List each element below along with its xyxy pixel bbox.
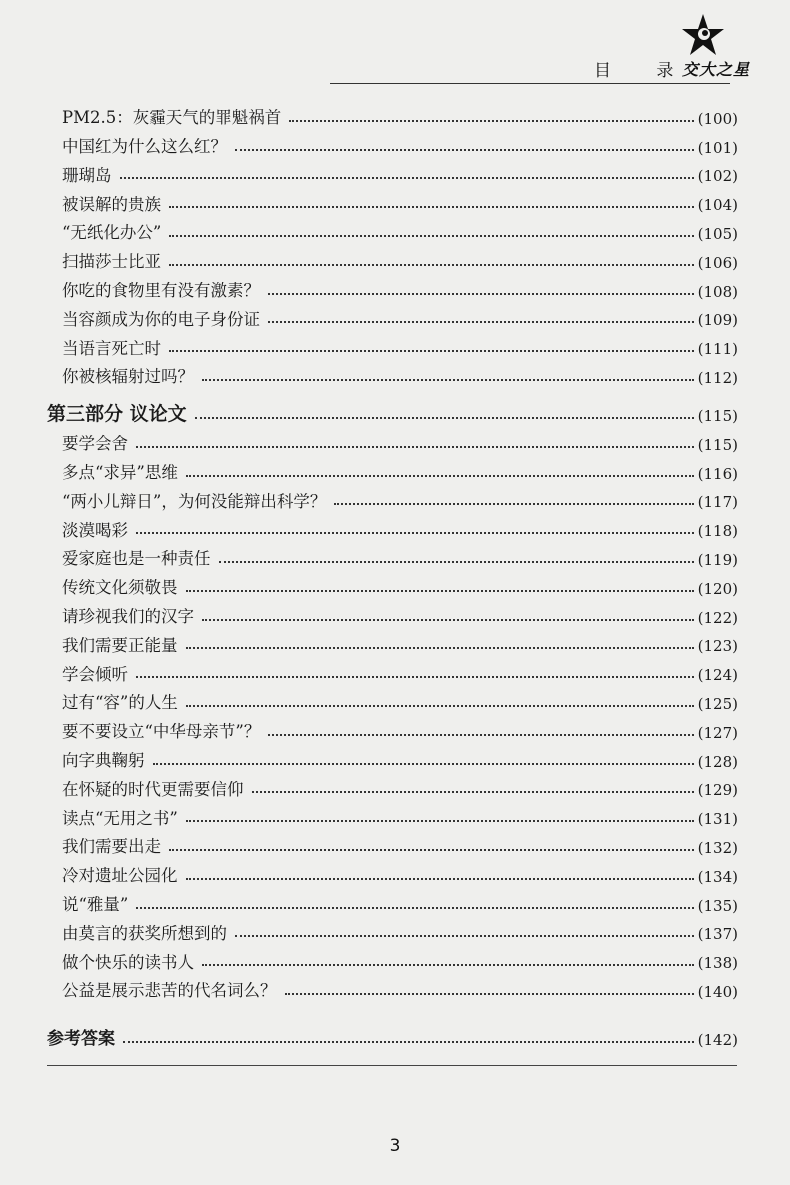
toc-leader-dots	[169, 235, 693, 237]
toc-entry-title: 过有“容”的人生	[62, 693, 178, 713]
star-logo-icon	[680, 12, 726, 58]
toc-entry[interactable]	[62, 328, 738, 357]
toc-entry-page: (109)	[697, 311, 738, 330]
toc-entry[interactable]	[62, 213, 738, 242]
header-title: 目 录	[594, 61, 694, 81]
toc-entry-page: (138)	[697, 954, 738, 973]
toc-entry[interactable]	[62, 156, 738, 185]
toc-entry-page: (118)	[697, 522, 738, 541]
toc-entry[interactable]	[62, 741, 738, 770]
toc-entry-title: 读点“无用之书”	[62, 808, 178, 828]
toc-leader-dots	[202, 619, 694, 621]
toc-entry[interactable]	[62, 98, 738, 127]
toc-entry[interactable]	[62, 242, 738, 271]
toc-spacer	[62, 1000, 738, 1008]
toc-answers-page: (142)	[697, 1030, 738, 1049]
toc-entry-title: 多点“求异”思维	[62, 463, 178, 483]
toc-leader-dots	[235, 935, 694, 937]
toc-leader-dots	[202, 379, 694, 381]
toc-entry-page: (120)	[697, 579, 738, 598]
toc-entry[interactable]	[62, 271, 738, 300]
toc-entry-title: 被误解的贵族	[62, 194, 161, 214]
toc-leader-dots	[285, 993, 694, 995]
toc-leader-dots	[186, 705, 694, 707]
toc-entry[interactable]	[62, 510, 738, 539]
toc-entry-page: (125)	[697, 694, 738, 713]
toc-leader-dots	[186, 475, 694, 477]
toc-entry[interactable]	[62, 539, 738, 568]
toc-entry-page: (102)	[697, 167, 738, 186]
footer-rule	[47, 1065, 737, 1066]
toc-entry-page: (105)	[697, 224, 738, 243]
toc-leader-dots	[252, 791, 694, 793]
toc-entry[interactable]	[62, 300, 738, 329]
toc-entry-page: (129)	[697, 781, 738, 800]
toc-entry[interactable]	[62, 482, 738, 511]
toc-entry-title: 你被核辐射过吗？	[62, 367, 194, 387]
toc-entry-title: 在怀疑的时代更需要信仰	[62, 779, 244, 799]
toc-entry-title: 冷对遗址公园化	[62, 866, 178, 886]
toc-leader-dots	[123, 1041, 694, 1043]
toc-entry[interactable]	[62, 798, 738, 827]
toc-entry-title: 当容颜成为你的电子身份证	[62, 309, 260, 329]
toc-entry-title: “无纸化办公”	[62, 223, 162, 243]
page-number: 3	[389, 1136, 401, 1156]
toc-entry-page: (119)	[697, 550, 738, 569]
toc-entry[interactable]	[62, 127, 738, 156]
toc-leader-dots	[268, 293, 694, 295]
toc-leader-dots	[186, 590, 694, 592]
toc-entry-title: 你吃的食物里有没有激素？	[62, 281, 260, 301]
toc-leader-dots	[120, 177, 694, 179]
toc-leader-dots	[235, 149, 694, 151]
toc-leader-dots	[334, 503, 693, 505]
toc-entry[interactable]	[62, 942, 738, 971]
toc-leader-dots	[136, 676, 694, 678]
toc-leader-dots	[136, 907, 693, 909]
toc-list-section3	[62, 424, 738, 1000]
toc-leader-dots	[186, 820, 694, 822]
toc-entry[interactable]	[62, 568, 738, 597]
toc-leader-dots	[169, 206, 694, 208]
toc-entry-title: 公益是展示悲苦的代名词么？	[62, 981, 277, 1001]
toc-entry-page: (137)	[697, 925, 738, 944]
toc-leader-dots	[219, 561, 694, 563]
toc-entry-title: 做个快乐的读书人	[62, 952, 194, 972]
toc-entry-title: 由莫言的获奖所想到的	[62, 923, 227, 943]
toc-entry-title: 中国红为什么这么红？	[62, 137, 227, 157]
toc-entry-page: (128)	[697, 752, 738, 771]
toc-entry-page: (112)	[697, 368, 738, 387]
toc-entry-page: (127)	[697, 723, 738, 742]
toc-section-title: 第三部分 议论文	[47, 402, 187, 425]
toc-entry-page: (116)	[697, 464, 738, 483]
toc-entry[interactable]	[62, 184, 738, 213]
table-of-contents	[47, 98, 738, 1049]
toc-entry[interactable]	[62, 597, 738, 626]
toc-entry-title: 我们需要出走	[62, 837, 161, 857]
toc-entry-page: (100)	[697, 109, 738, 128]
toc-leader-dots	[289, 120, 693, 122]
toc-entry-page: (104)	[697, 196, 738, 215]
toc-entry-page: (101)	[697, 138, 738, 157]
logo-text: 交大之星	[682, 60, 751, 79]
toc-entry[interactable]	[62, 885, 738, 914]
toc-entry-title: 要学会舍	[62, 434, 128, 454]
toc-leader-dots	[202, 964, 694, 966]
toc-entry-title: 学会倾听	[62, 664, 128, 684]
toc-section-page: (115)	[697, 406, 738, 425]
toc-leader-dots	[169, 264, 694, 266]
toc-entry-page: (108)	[697, 282, 738, 301]
header-rule	[330, 83, 730, 84]
toc-entry[interactable]	[62, 770, 738, 799]
toc-entry-page: (115)	[697, 435, 738, 454]
toc-entry-page: (135)	[697, 896, 738, 915]
toc-entry[interactable]	[62, 827, 738, 856]
toc-entry-title: PM2.5：灰霾天气的罪魁祸首	[62, 108, 282, 128]
toc-leader-dots	[268, 734, 693, 736]
toc-list-top	[62, 98, 738, 386]
toc-entry[interactable]	[62, 357, 738, 386]
toc-entry-title: 当语言死亡时	[62, 338, 161, 358]
toc-entry-page: (124)	[697, 666, 738, 685]
toc-entry-title: 向字典鞠躬	[62, 751, 145, 771]
toc-entry-page: (134)	[697, 867, 738, 886]
toc-leader-dots	[186, 878, 694, 880]
toc-entry-page: (117)	[697, 493, 738, 512]
toc-entry-title: 淡漠喝彩	[62, 520, 128, 540]
toc-section-3[interactable]	[47, 386, 738, 425]
toc-entry[interactable]	[62, 683, 738, 712]
toc-entry-title: 传统文化须敬畏	[62, 578, 178, 598]
toc-leader-dots	[169, 350, 694, 352]
toc-entry-page: (132)	[697, 838, 738, 857]
toc-answers-title: 参考答案	[47, 1028, 115, 1049]
toc-entry[interactable]	[62, 856, 738, 885]
toc-entry-title: 要不要设立“中华母亲节”？	[62, 722, 261, 742]
toc-leader-dots	[268, 321, 694, 323]
toc-entry-title: 我们需要正能量	[62, 635, 178, 655]
toc-entry[interactable]	[62, 654, 738, 683]
toc-leader-dots	[169, 849, 694, 851]
toc-entry-title: 说“雅量”	[62, 895, 129, 915]
toc-entry[interactable]	[62, 712, 738, 741]
toc-leader-dots	[195, 417, 694, 419]
toc-entry-page: (123)	[697, 637, 738, 656]
toc-entry-page: (140)	[697, 982, 738, 1001]
toc-entry[interactable]	[62, 914, 738, 943]
toc-entry-title: 爱家庭也是一种责任	[62, 549, 211, 569]
toc-entry[interactable]	[62, 424, 738, 453]
toc-entry-page: (111)	[697, 340, 738, 359]
toc-entry-title: 扫描莎士比亚	[62, 252, 161, 272]
toc-entry-title: “两小儿辩日”，为何没能辩出科学？	[62, 491, 327, 511]
toc-answers[interactable]	[47, 1008, 738, 1049]
toc-entry-title: 珊瑚岛	[62, 165, 112, 185]
toc-entry-title: 请珍视我们的汉字	[62, 607, 194, 627]
toc-entry-page: (131)	[697, 810, 738, 829]
toc-entry[interactable]	[62, 971, 738, 1000]
toc-leader-dots	[136, 446, 694, 448]
toc-entry-page: (122)	[697, 608, 738, 627]
toc-entry-page: (106)	[697, 253, 738, 272]
toc-leader-dots	[186, 647, 694, 649]
toc-entry[interactable]	[62, 626, 738, 655]
toc-leader-dots	[136, 532, 694, 534]
toc-entry[interactable]	[62, 453, 738, 482]
toc-leader-dots	[153, 763, 694, 765]
